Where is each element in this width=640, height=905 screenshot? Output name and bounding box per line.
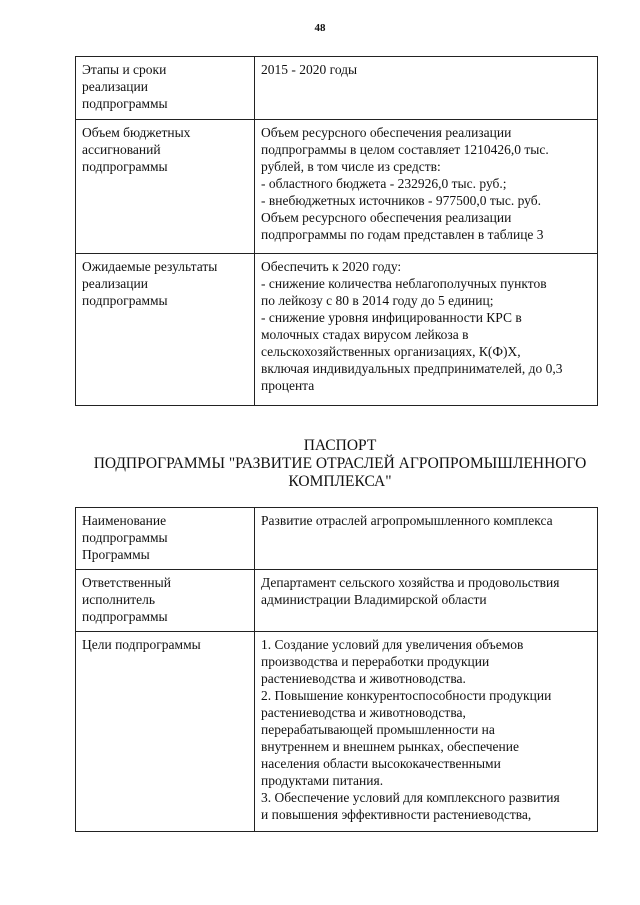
table-row (76, 570, 598, 632)
row-value-goals: 1. Создание условий для увеличения объемов производства и переработки продукции растениеводства и животноводства. 2. Повышение конкурентоспособности продукции растениеводства и животноводства, перерабатывающей промышленности на внутреннем и внешнем рынках, обеспечение населения области высококачественными продуктами питания. 3. Обеспечение условий для комплексного развития и повышения эффективности растениеводства, (255, 632, 598, 832)
table-row (76, 632, 598, 832)
row-label-budget: Объем бюджетных ассигнований подпрограммы (76, 120, 255, 254)
row-value-budget: Объем ресурсного обеспечения реализации подпрограммы в целом составляет 1210426,0 тыс. рублей, в том числе из средств: - областного бюджета - 232926,0 тыс. руб.; - внебюджетных источников - 977500,0 тыс. руб. Объем ресурсного обеспечения реализации подпрограммы по годам представлен в таблице 3 (255, 120, 598, 254)
row-value-expected-results: Обеспечить к 2020 году: - снижение количества неблагополучных пунктов по лейкозу с 80 в 2014 году до 5 единиц; - снижение уровня инфицированности КРС в молочных стадах вирусом лейкоза в сельскохозяйственных организациях, К(Ф)Х, включая индивидуальных предпринимателей, до 0,3 процента (255, 254, 598, 406)
row-label-goals: Цели подпрограммы (76, 632, 255, 832)
row-value-name: Развитие отраслей агропромышленного комплекса (255, 508, 598, 570)
row-label-stages: Этапы и сроки реализации подпрограммы (76, 57, 255, 120)
table-row (76, 508, 598, 570)
heading-line-1: ПАСПОРТ (303, 437, 377, 454)
row-value-stages: 2015 - 2020 годы (255, 57, 598, 120)
page-number: 48 (314, 22, 326, 34)
table-row (76, 57, 598, 120)
heading-line-3: КОМПЛЕКСА" (288, 473, 392, 490)
row-label-expected-results: Ожидаемые результаты реализации подпрограммы (76, 254, 255, 406)
table-row (76, 120, 598, 254)
subprogram-passport-table (75, 507, 598, 832)
row-label-responsible: Ответственный исполнитель подпрограммы (76, 570, 255, 632)
row-label-name: Наименование подпрограммы Программы (76, 508, 255, 570)
heading-line-2: ПОДПРОГРАММЫ "РАЗВИТИЕ ОТРАСЛЕЙ АГРОПРОМЫШЛЕННОГО (93, 455, 587, 472)
passport-heading (80, 437, 600, 491)
table-row (76, 254, 598, 406)
row-value-responsible: Департамент сельского хозяйства и продовольствия администрации Владимирской области (255, 570, 598, 632)
subprogram-passport-table-continued (75, 56, 598, 406)
